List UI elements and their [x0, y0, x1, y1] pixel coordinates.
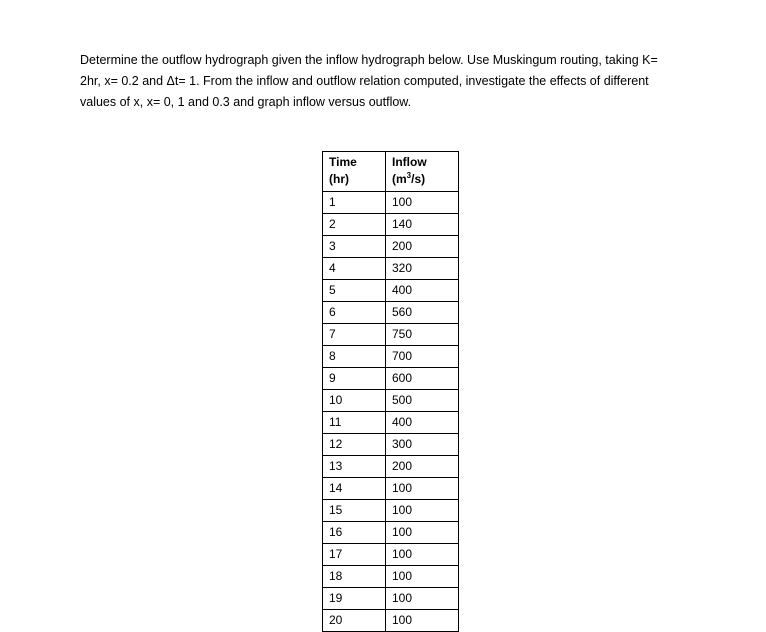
table-row [323, 434, 459, 456]
cell-time: 20 [323, 610, 386, 632]
table-row [323, 192, 459, 214]
table-row [323, 478, 459, 500]
table-row [323, 346, 459, 368]
cell-time: 1 [323, 192, 386, 214]
cell-inflow: 100 [386, 500, 459, 522]
cell-time: 2 [323, 214, 386, 236]
cell-inflow: 200 [386, 456, 459, 478]
cell-time: 14 [323, 478, 386, 500]
table-row [323, 236, 459, 258]
cell-time: 10 [323, 390, 386, 412]
cell-inflow: 140 [386, 214, 459, 236]
table-row [323, 610, 459, 632]
problem-statement-text: Determine the outflow hydrograph given the inflow hydrograph below. Use Muskingum routing, taking K= 2hr, x= 0.2 and Δt= 1. From the inflow and outflow relation computed, investigate the effects of different values of x, x= 0, 1 and 0.3 and graph inflow versus outflow. [80, 53, 658, 109]
table-row [323, 280, 459, 302]
table-row [323, 324, 459, 346]
header-time-label: Time [329, 155, 357, 169]
cell-inflow: 400 [386, 280, 459, 302]
table-row [323, 456, 459, 478]
cell-time: 4 [323, 258, 386, 280]
table-row [323, 588, 459, 610]
table-row [323, 302, 459, 324]
table-row [323, 500, 459, 522]
table-row [323, 390, 459, 412]
cell-inflow: 100 [386, 478, 459, 500]
cell-time: 11 [323, 412, 386, 434]
cell-inflow: 320 [386, 258, 459, 280]
cell-inflow: 560 [386, 302, 459, 324]
cell-time: 12 [323, 434, 386, 456]
cell-time: 5 [323, 280, 386, 302]
cell-inflow: 100 [386, 192, 459, 214]
cell-time: 13 [323, 456, 386, 478]
cell-inflow: 100 [386, 566, 459, 588]
table-body [323, 192, 459, 632]
cell-inflow: 100 [386, 610, 459, 632]
cell-inflow: 400 [386, 412, 459, 434]
cell-inflow: 200 [386, 236, 459, 258]
table-row [323, 214, 459, 236]
table-head [323, 152, 459, 192]
problem-statement [80, 50, 680, 113]
cell-inflow: 750 [386, 324, 459, 346]
cell-time: 3 [323, 236, 386, 258]
table-row [323, 522, 459, 544]
cell-inflow: 100 [386, 544, 459, 566]
hydrograph-table-wrapper [322, 151, 459, 632]
table-row [323, 544, 459, 566]
cell-time: 18 [323, 566, 386, 588]
header-inflow-unit-suffix: /s) [411, 172, 426, 186]
cell-time: 17 [323, 544, 386, 566]
header-time-unit: (hr) [329, 172, 349, 186]
cell-inflow: 700 [386, 346, 459, 368]
cell-inflow: 100 [386, 588, 459, 610]
cell-time: 6 [323, 302, 386, 324]
header-inflow-unit-prefix: (m [392, 172, 407, 186]
inflow-hydrograph-table [322, 151, 459, 632]
cell-time: 16 [323, 522, 386, 544]
table-header-row [323, 152, 459, 192]
cell-time: 9 [323, 368, 386, 390]
cell-time: 7 [323, 324, 386, 346]
header-inflow-label: Inflow [392, 155, 427, 169]
table-row [323, 258, 459, 280]
header-inflow [386, 152, 459, 192]
table-row [323, 566, 459, 588]
header-inflow-unit [392, 171, 458, 188]
table-row [323, 368, 459, 390]
header-inflow-unit-exponent: 3 [406, 171, 412, 180]
cell-inflow: 100 [386, 522, 459, 544]
cell-time: 19 [323, 588, 386, 610]
cell-time: 8 [323, 346, 386, 368]
cell-inflow: 600 [386, 368, 459, 390]
table-row [323, 412, 459, 434]
cell-time: 15 [323, 500, 386, 522]
cell-inflow: 500 [386, 390, 459, 412]
header-time [323, 152, 386, 192]
cell-inflow: 300 [386, 434, 459, 456]
